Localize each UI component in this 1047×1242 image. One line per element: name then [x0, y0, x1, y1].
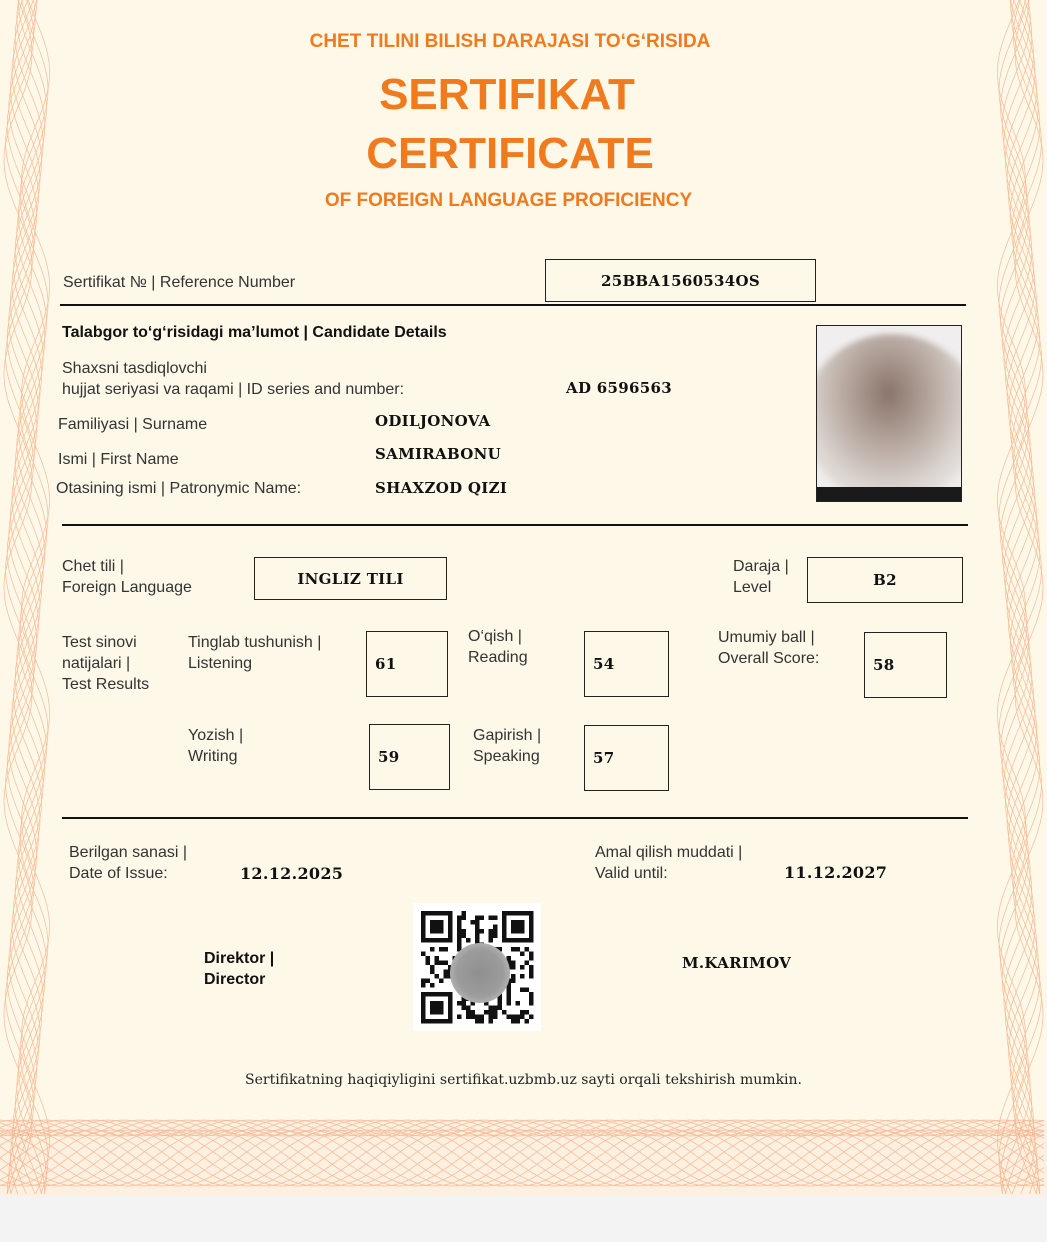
reading-value: 54	[593, 655, 615, 673]
valid-until-label: Amal qilish muddati | Valid until:	[595, 844, 743, 882]
verification-note: Sertifikatning haqiqiyligini sertifikat.uzbmb.uz sayti orqali tekshirish mumkin.	[245, 1072, 802, 1088]
divider-2	[62, 524, 968, 526]
level-box	[807, 557, 963, 603]
writing-box	[369, 724, 450, 790]
divider-3	[62, 817, 968, 819]
certificate-subtitle: OF FOREIGN LANGUAGE PROFICIENCY	[324, 190, 693, 211]
reading-box	[584, 631, 669, 697]
listening-value: 61	[375, 655, 397, 673]
language-box	[254, 557, 447, 600]
director-name: M.KARIMOV	[682, 954, 792, 972]
reference-label: Sertifikat № | Reference Number	[63, 274, 296, 291]
writing-label: Yozish | Writing	[188, 727, 244, 765]
reference-value: 25BBA1560534OS	[600, 271, 761, 290]
overall-label: Umumiy ball | Overall Score:	[718, 629, 820, 667]
divider-1	[60, 304, 966, 306]
reference-box	[545, 259, 816, 302]
level-label: Daraja | Level	[733, 558, 789, 596]
language-value: INGLIZ TILI	[297, 569, 404, 588]
id-value: AD 6596563	[566, 379, 672, 397]
director-label: Direktor | Director	[204, 950, 275, 988]
candidate-photo	[816, 325, 962, 502]
certificate-title-uz: SERTIFIKAT	[379, 70, 635, 119]
first-name-value: SAMIRABONU	[375, 445, 502, 463]
listening-box	[366, 631, 448, 697]
issue-date-value: 12.12.2025	[240, 864, 344, 883]
qr-code	[413, 903, 541, 1031]
listening-label: Tinglab tushunish | Listening	[188, 634, 322, 672]
patronymic-label: Otasining ismi | Patronymic Name:	[56, 480, 302, 497]
speaking-label: Gapirish | Speaking	[473, 727, 542, 765]
issue-date-label: Berilgan sanasi | Date of Issue:	[69, 844, 187, 882]
first-name-label: Ismi | First Name	[58, 451, 179, 468]
reading-label: O‘qish | Reading	[468, 628, 528, 666]
speaking-value: 57	[593, 749, 615, 767]
language-label: Chet tili | Foreign Language	[62, 558, 192, 596]
results-label: Test sinovi natijalari | Test Results	[62, 634, 150, 693]
candidate-section-title: Talabgor to‘g‘risidagi ma’lumot | Candidate Details	[62, 324, 447, 341]
top-line-heading: CHET TILINI BILISH DARAJASI TO‘G‘RISIDA	[309, 31, 711, 52]
overall-box	[864, 632, 947, 698]
overall-value: 58	[873, 656, 895, 674]
surname-value: ODILJONOVA	[375, 412, 491, 430]
level-value: B2	[873, 571, 897, 589]
patronymic-value: SHAXZOD QIZI	[375, 479, 508, 497]
id-label: Shaxsni tasdiqlovchi hujjat seriyasi va raqami | ID series and number:	[62, 360, 405, 398]
speaking-box	[584, 725, 669, 791]
surname-label: Familiyasi | Surname	[58, 416, 208, 433]
writing-value: 59	[378, 748, 400, 766]
certificate-title-en: CERTIFICATE	[366, 129, 654, 178]
valid-until-value: 11.12.2027	[784, 863, 888, 882]
